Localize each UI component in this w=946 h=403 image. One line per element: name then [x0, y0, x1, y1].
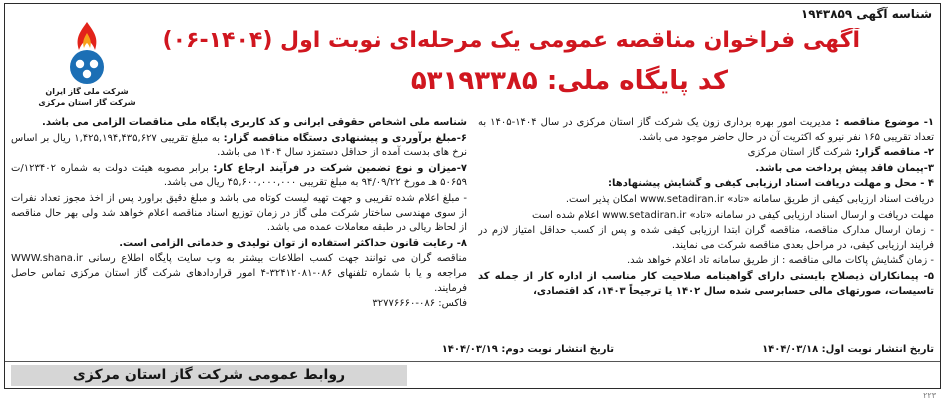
company-logo [31, 20, 143, 116]
item-4-line: دریافت اسناد ارزیابی کیفی از طریق سامانه «تاد» www.setadiran.ir امکان پذیر است. [565, 193, 934, 205]
tender-advertisement [4, 3, 941, 389]
contact-info: مناقصه گران می توانند جهت کسب اطلاعات بیشتر به وب سایت پایگاه اطلاع رسانی WWW.shana.ir مراجعه و یا با شماره تلفنهای ۰۸۶-۳۲۴۱۲۰۸۱-۴ امور قراردادهای شرکت گاز استان مرکزی تماس حاصل فرمایند. [11, 253, 467, 294]
item-5: ۵- پیمانکاران ذیصلاح بایستی دارای گواهینامه صلاحیت کار مناسب از اداره کار از جمله کد تاسیسات، صورتهای مالی حسابرسی شده سال ۱۴۰۲ یا ترجیحاً ۱۴۰۳، کد اقتصادی، [478, 270, 934, 297]
item-6-label: ۶-مبلغ برآوردی و پیشنهادی دستگاه مناقصه گزار: [223, 132, 467, 144]
item-2 [478, 146, 934, 161]
item-6-text: به مبلغ تقریبی ۱,۴۲۵,۱۹۴,۴۳۵,۶۲۷ ریال بر اساس نرخ های بدست آمده از حداقل دستمزد سال ۱۴۰۴ می باشد. [11, 132, 467, 159]
amount-note: - مبلغ اعلام شده تقریبی و جهت تهیه لیست کوتاه می باشد و مبلغ دقیق براورد پس از اخذ مجوز تعداد نفرات از سوی مهندسی ساختار شرکت ملی گاز در زمان توزیع اسناد مناقصه اعلام خواهد شد ولی بهر حال مناقصه از لحاظ ریالی در طبقه معاملات عمده می باشد. [11, 192, 467, 234]
nigc-flame-logo-icon [50, 20, 124, 86]
right-column [478, 116, 934, 342]
item-8: ۸- رعایت قانون حداکثر استفاده از توان تولیدی و خدماتی الزامی است. [119, 237, 467, 249]
public-relations-footer: روابط عمومی شرکت گاز استان مرکزی [11, 365, 407, 386]
item-7-text: برابر مصوبه هیئت دولت به شماره ۱۲۳۴۰۲/ت ۵۰۶۵۹ هـ مورخ ۹۴/۰۹/۲۲ به مبلغ تقریبی ۴۵,۶۰۰,۰۰۰,۰۰۰ ریال می باشد. [11, 162, 467, 189]
fax-number: فاکس: ۰۸۶-۳۲۷۷۶۶۶۰ [372, 298, 467, 310]
item-1 [478, 116, 934, 145]
item-1-label: ۱- موضوع مناقصه : [835, 117, 934, 128]
item-1-text: مدیریت امور بهره برداری زون یک شرکت گاز استان مرکزی در سال ۱۴۰۴-۱۴۰۵ به تعداد تقریبی ۱۶۵ نفر نیرو که اکثریت آن در حال حاضر موجود می باشد. [478, 117, 934, 143]
second-publication-date: تاریخ انتشار نوبت دوم: ۱۴۰۴/۰۳/۱۹ [441, 344, 614, 355]
item-4-line: مهلت دریافت و ارسال اسناد ارزیابی کیفی در سامانه «تاد» www.setadiran.ir اعلام شده است [531, 209, 934, 221]
item-7 [11, 162, 467, 191]
first-publication-date: تاریخ انتشار نوبت اول: ۱۴۰۴/۰۳/۱۸ [762, 344, 934, 355]
page-title: آگهی فراخوان مناقصه عمومی یک مرحله‌ای نوبت اول (۱۴۰۴-۰۶) [162, 28, 860, 53]
item-7-label: ۷-میزان و نوع تضمین شرکت در فرآیند ارجاع کار: [213, 162, 467, 174]
left-column [11, 116, 467, 342]
page-code: ۲۲۳ [923, 391, 936, 400]
national-portal-code: کد پایگاه ملی: ۵۳۱۹۳۳۸۵ [410, 66, 728, 96]
item-4-line: - زمان گشایش پاکات مالی مناقصه : از طریق سامانه تاد اعلام خواهد شد. [626, 255, 934, 267]
logo-company-name: شرکت ملی گاز ایران [45, 87, 129, 96]
item-6 [11, 132, 467, 161]
logo-province-company: شرکت گاز استان مرکزی [38, 98, 136, 107]
item-4-heading: ۴ - محل و مهلت دریافت اسناد ارزیابی کیفی و گشایش پیشنهادها: [608, 178, 934, 190]
footer-divider [5, 361, 940, 362]
ad-id: شناسه آگهی ۱۹۴۳۸۵۹ [800, 7, 932, 21]
item-3: ۳-پیمان فاقد پیش پرداخت می باشد. [755, 162, 934, 174]
item-2-label: ۲- مناقصه گزار: [855, 147, 934, 159]
item-4-line: - زمان ارسال مدارک مناقصه، مناقصه گران ابتدا ارزیابی کیفی شده و پس از کسب حداقل امتیاز لازم در فرایند ارزیابی کیفی، در مراحل بعدی مناقصه شرکت می نمایند. [478, 225, 934, 251]
item-5-continuation: شناسه ملی اشخاص حقوقی ایرانی و کد کاربری پایگاه ملی مناقصات الزامی می باشد. [42, 117, 467, 128]
item-2-text: شرکت گاز استان مرکزی [747, 147, 852, 159]
